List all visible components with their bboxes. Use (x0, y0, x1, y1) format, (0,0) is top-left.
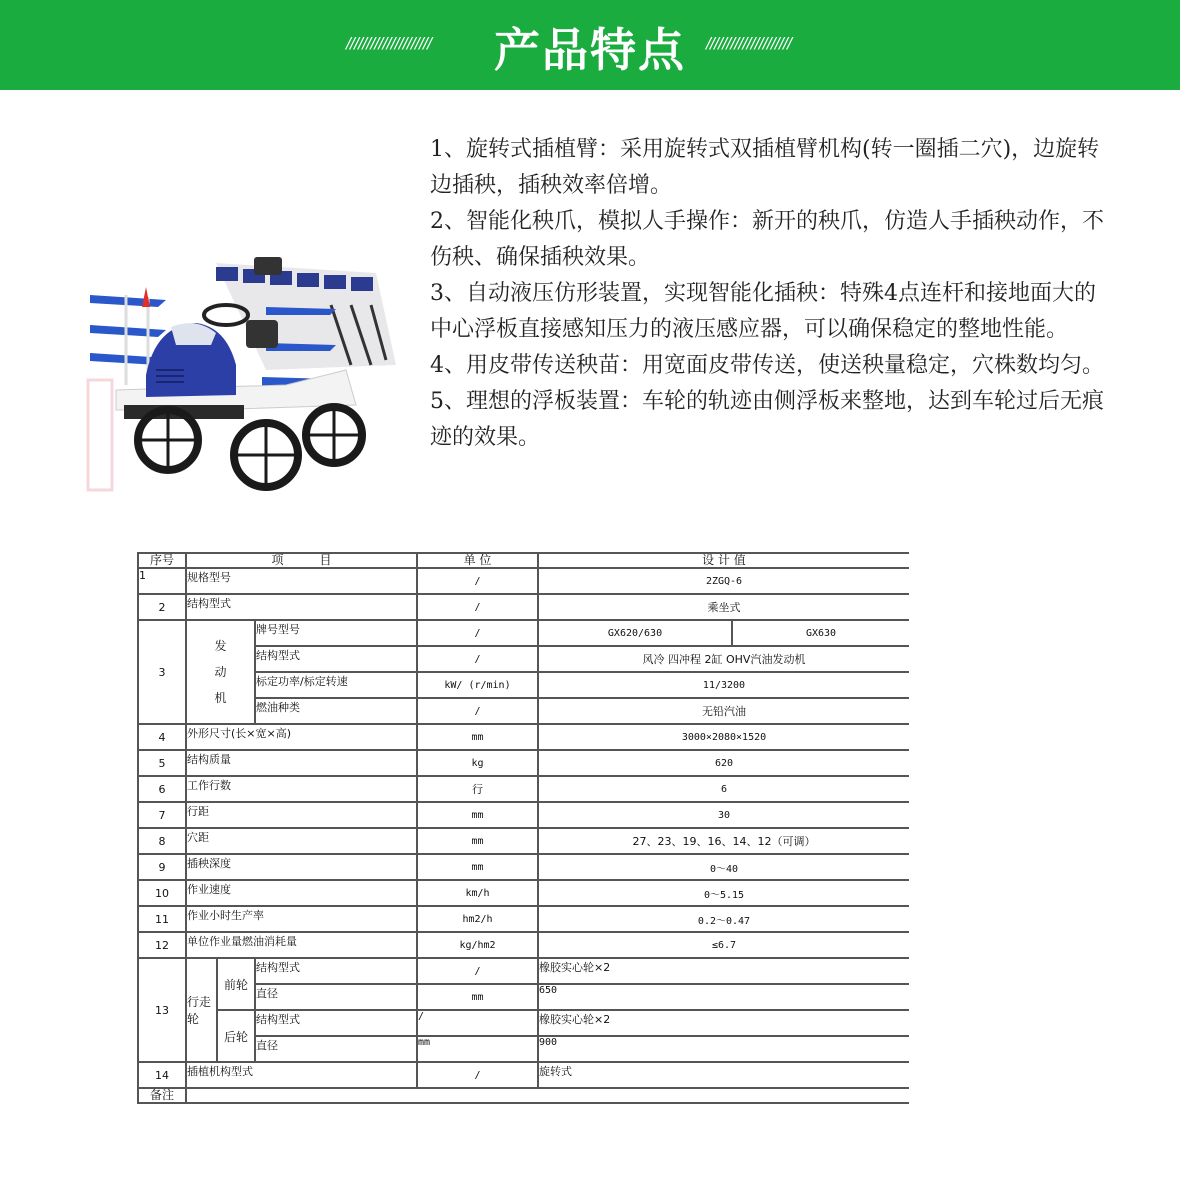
table-row (138, 620, 909, 646)
table-row (138, 1062, 909, 1088)
rice-transplanter-illustration (86, 245, 416, 495)
row-unit: kW/ (r/min) (417, 672, 538, 698)
front-wheel-label: 前轮 (217, 958, 255, 1010)
row-value: 旋转式 (538, 1062, 909, 1088)
header-value: 设 计 值 (538, 553, 909, 568)
rear-wheel-label: 后轮 (217, 1010, 255, 1062)
row-value-b: GX630 (732, 620, 909, 646)
row-unit: / (417, 1062, 538, 1088)
feature-list (430, 132, 1110, 456)
row-value: 风冷 四冲程 2缸 OHV汽油发动机 (538, 646, 909, 672)
row-value: 0～40 (538, 854, 909, 880)
row-unit: hm2/h (417, 906, 538, 932)
table-row (138, 906, 909, 932)
row-item: 外形尺寸(长×宽×高) (186, 724, 417, 750)
row-no: 8 (138, 828, 186, 854)
row-unit: / (417, 646, 538, 672)
row-item: 插秧深度 (186, 854, 417, 880)
row-unit: / (417, 568, 538, 594)
table-row-remark (138, 1088, 909, 1103)
row-no: 13 (138, 958, 186, 1062)
table-row (138, 724, 909, 750)
table-row (138, 1010, 909, 1036)
row-value: 30 (538, 802, 909, 828)
row-value: 无铅汽油 (538, 698, 909, 724)
row-item: 结构型式 (186, 594, 417, 620)
row-unit: / (417, 620, 538, 646)
product-image (86, 245, 416, 495)
row-item: 穴距 (186, 828, 417, 854)
row-unit: mm (417, 854, 538, 880)
row-unit: / (417, 594, 538, 620)
row-item: 行距 (186, 802, 417, 828)
table-row (138, 594, 909, 620)
row-no: 3 (138, 620, 186, 724)
table-row (138, 750, 909, 776)
row-value: 乘坐式 (538, 594, 909, 620)
remark-value (186, 1088, 909, 1103)
row-item: 结构型式 (255, 1010, 417, 1036)
feature-item: 3、自动液压仿形装置，实现智能化插秧：特殊4点连杆和接地面大的中心浮板直接感知压力的液压感应器，可以确保稳定的整地性能。 (430, 281, 1096, 342)
header-item: 项 目 (186, 553, 417, 568)
row-value: 0.2～0.47 (538, 906, 909, 932)
row-value: 0～5.15 (538, 880, 909, 906)
row-value: 900 (538, 1036, 909, 1062)
section-banner (0, 0, 1180, 90)
row-value: 橡胶实心轮×2 (538, 958, 909, 984)
row-no: 5 (138, 750, 186, 776)
row-item: 直径 (255, 1036, 417, 1062)
row-unit: mm (417, 1036, 538, 1062)
row-item: 规格型号 (186, 568, 417, 594)
row-value-a: GX620/630 (538, 620, 732, 646)
row-no: 2 (138, 594, 186, 620)
row-item: 结构型式 (255, 958, 417, 984)
table-row (138, 854, 909, 880)
feature-item: 2、智能化秧爪，模拟人手操作：新开的秧爪，仿造人手插秧动作，不伤秧、确保插秧效果。 (430, 209, 1104, 270)
row-item: 燃油种类 (255, 698, 417, 724)
spec-table (137, 552, 909, 1104)
row-value: 2ZGQ-6 (538, 568, 909, 594)
table-row (138, 958, 909, 984)
header-unit: 单 位 (417, 553, 538, 568)
row-no: 10 (138, 880, 186, 906)
banner-decoration-left: ///////////////////// (346, 34, 432, 52)
row-unit: mm (417, 828, 538, 854)
row-item: 插植机构型式 (186, 1062, 417, 1088)
row-unit: kg (417, 750, 538, 776)
row-unit: km/h (417, 880, 538, 906)
remark-label: 备注 (138, 1088, 186, 1103)
table-row (138, 828, 909, 854)
table-row (138, 568, 909, 594)
feature-item: 4、用皮带传送秧苗：用宽面皮带传送，使送秧量稳定，穴株数均匀。 (430, 353, 1104, 378)
row-item: 工作行数 (186, 776, 417, 802)
row-unit: / (417, 1010, 538, 1036)
row-unit: mm (417, 802, 538, 828)
section-title: 产品特点 (494, 23, 686, 77)
row-no: 7 (138, 802, 186, 828)
row-unit: mm (417, 724, 538, 750)
row-unit: / (417, 698, 538, 724)
row-item: 牌号型号 (255, 620, 417, 646)
row-item: 直径 (255, 984, 417, 1010)
row-unit: / (417, 958, 538, 984)
row-unit: kg/hm2 (417, 932, 538, 958)
row-item: 单位作业量燃油消耗量 (186, 932, 417, 958)
row-item: 作业小时生产率 (186, 906, 417, 932)
row-unit: 行 (417, 776, 538, 802)
row-value: 3000×2080×1520 (538, 724, 909, 750)
banner-decoration-right: ///////////////////// (706, 34, 792, 52)
table-row (138, 880, 909, 906)
row-no: 9 (138, 854, 186, 880)
row-value: 橡胶实心轮×2 (538, 1010, 909, 1036)
feature-item: 5、理想的浮板装置：车轮的轨迹由侧浮板来整地，达到车轮过后无痕迹的效果。 (430, 389, 1104, 450)
wheel-group-label: 行走轮 (186, 958, 217, 1062)
row-no: 4 (138, 724, 186, 750)
row-value: ≤6.7 (538, 932, 909, 958)
row-no: 1 (138, 568, 186, 594)
row-value: 11/3200 (538, 672, 909, 698)
row-no: 12 (138, 932, 186, 958)
row-item: 结构质量 (186, 750, 417, 776)
header-no: 序号 (138, 553, 186, 568)
row-item: 结构型式 (255, 646, 417, 672)
row-value: 650 (538, 984, 909, 1010)
row-value: 27、23、19、16、14、12（可调） (538, 828, 909, 854)
feature-item: 1、旋转式插植臂：采用旋转式双插植臂机构(转一圈插二穴)，边旋转边插秧，插秧效率倍增。 (430, 137, 1100, 198)
row-value: 620 (538, 750, 909, 776)
row-item: 作业速度 (186, 880, 417, 906)
table-row (138, 776, 909, 802)
row-no: 11 (138, 906, 186, 932)
row-no: 14 (138, 1062, 186, 1088)
row-value: 6 (538, 776, 909, 802)
table-row (138, 932, 909, 958)
engine-group-label: 发 动 机 (186, 620, 255, 724)
table-header-row (138, 553, 909, 568)
row-item: 标定功率/标定转速 (255, 672, 417, 698)
table-row (138, 802, 909, 828)
row-unit: mm (417, 984, 538, 1010)
row-no: 6 (138, 776, 186, 802)
